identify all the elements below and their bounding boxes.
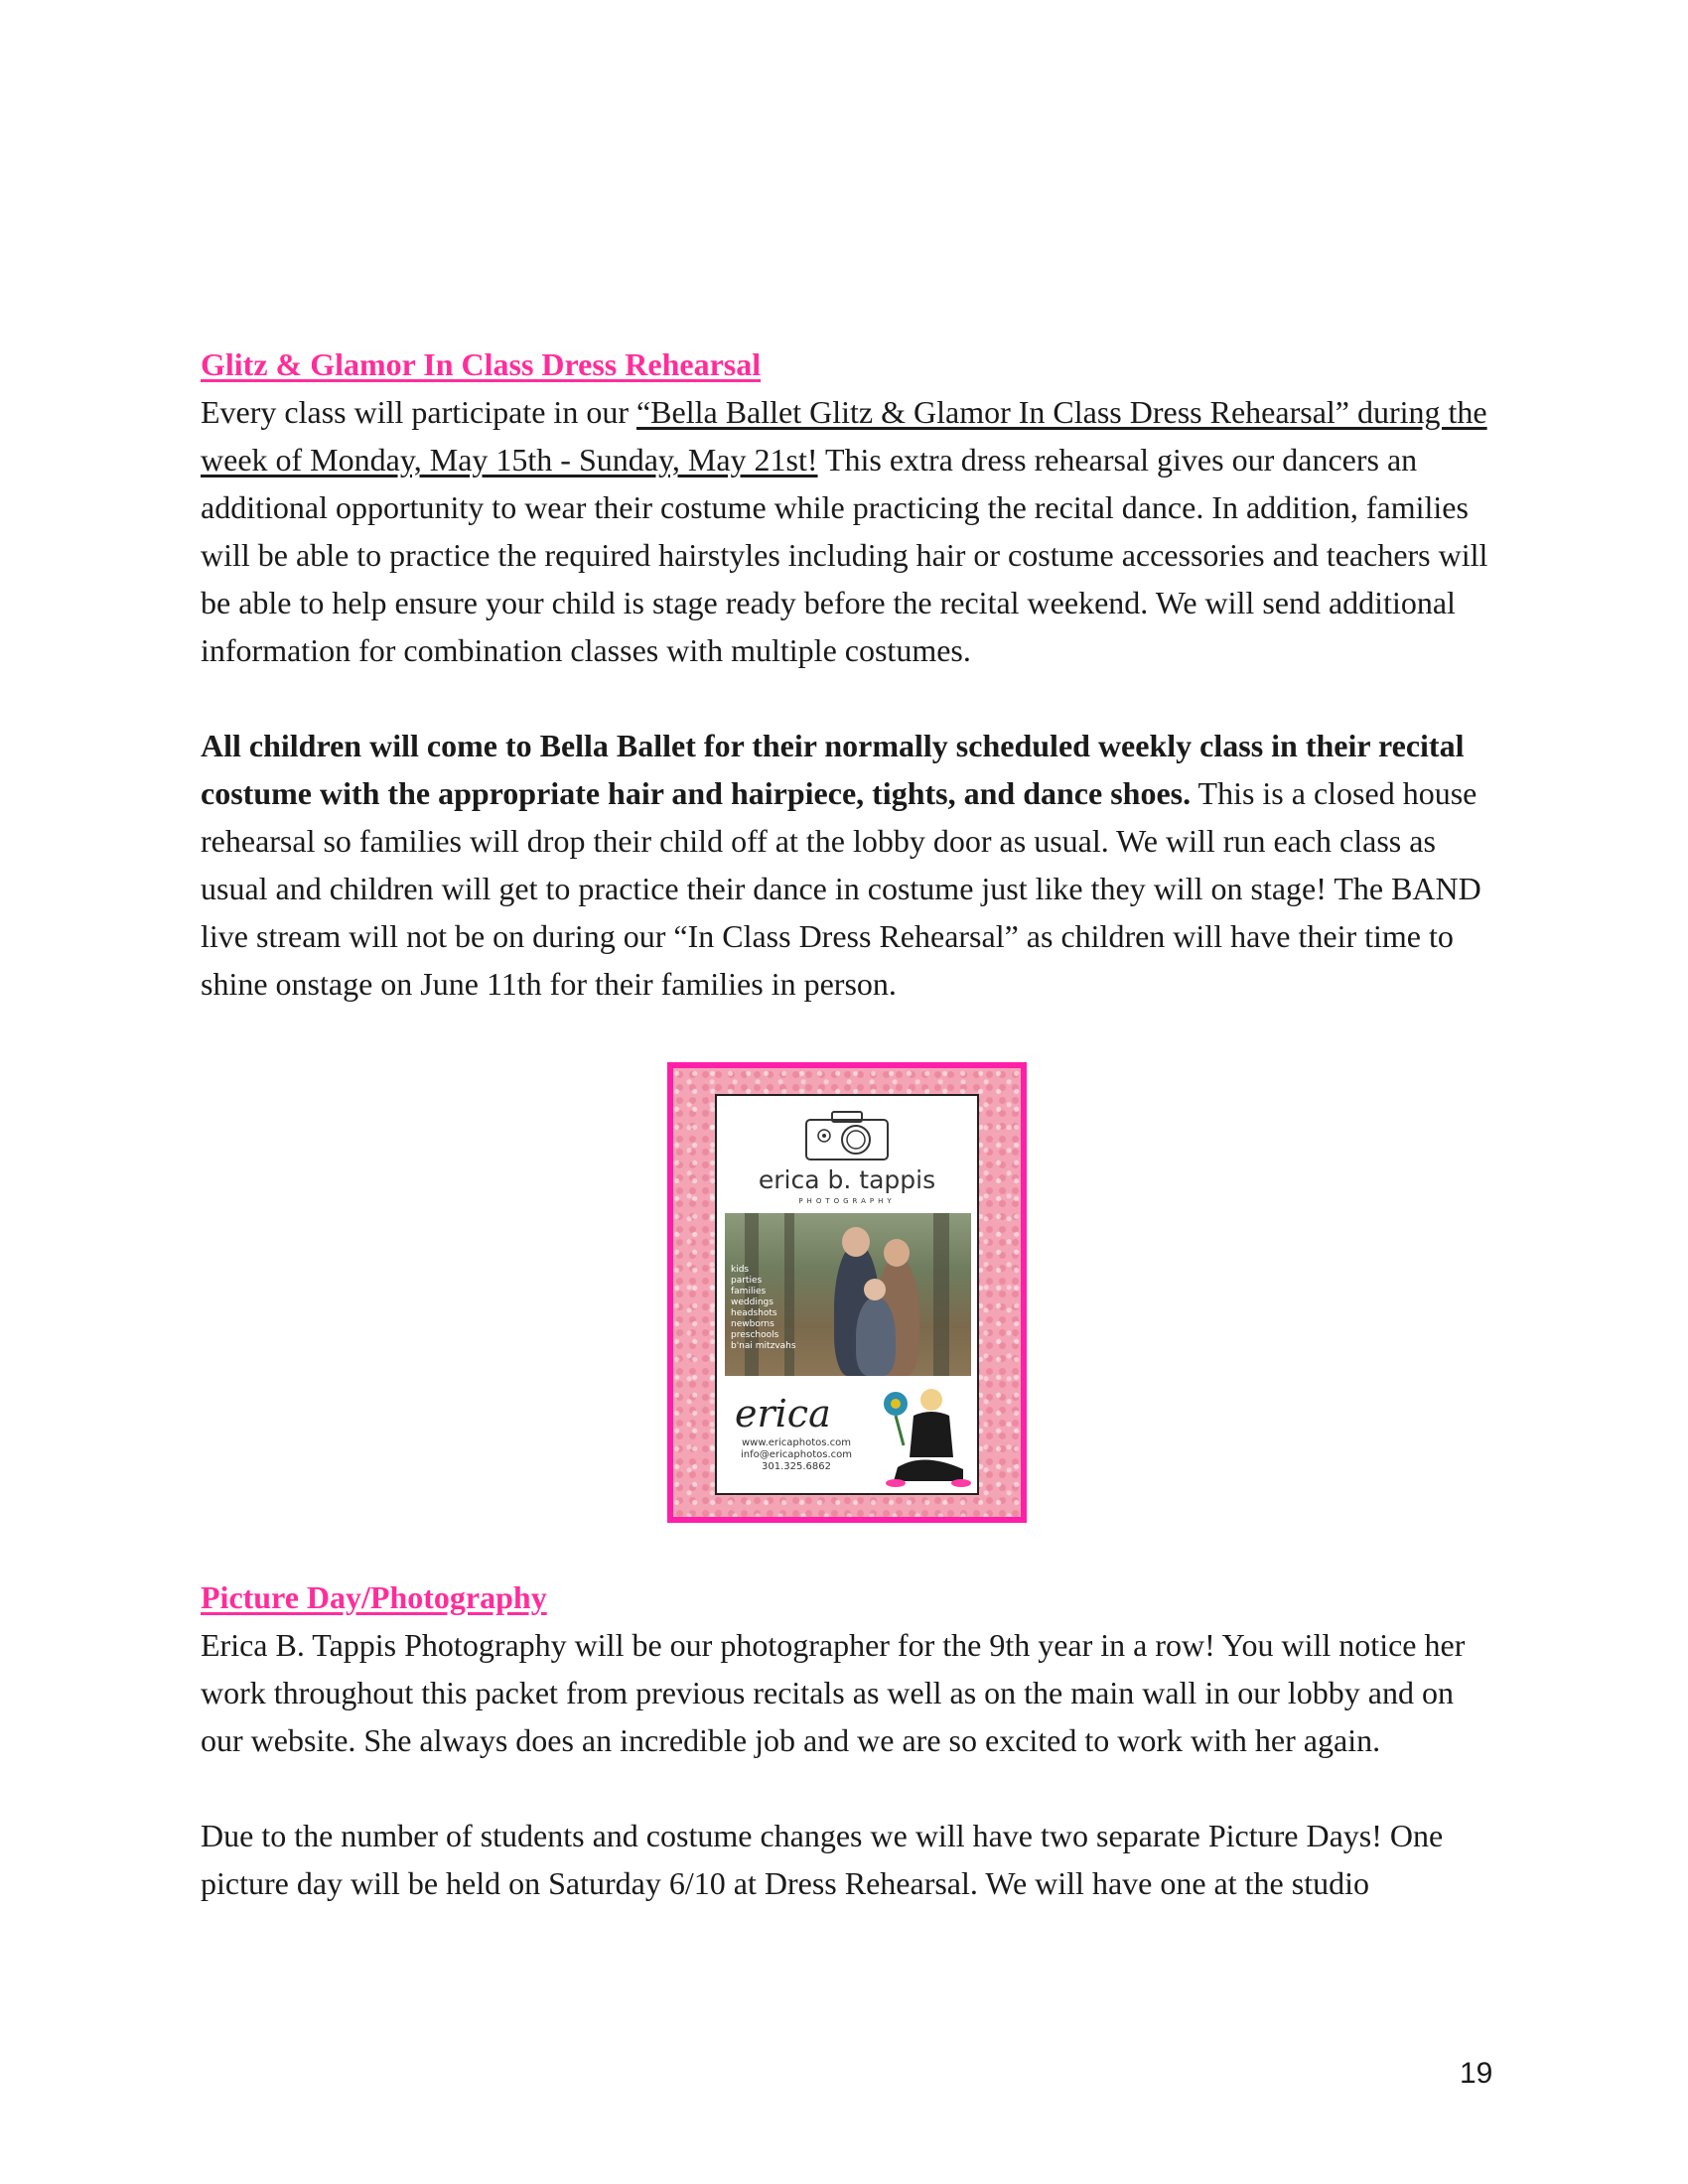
ad-website: www.ericaphotos.com	[741, 1437, 852, 1448]
ad-brand-name: erica b. tappis	[758, 1165, 936, 1194]
ad-service: newborns	[731, 1319, 774, 1329]
ad-service: b'nai mitzvahs	[731, 1341, 796, 1351]
ad-service: preschools	[731, 1330, 779, 1340]
paragraph-rehearsal-details	[201, 722, 1491, 1008]
paragraph-picture-days: Due to the number of students and costume changes we will have two separate Picture Days! One picture day will be held on Saturday 6/10 at Dress Rehearsal. We will have one at the studio	[201, 1818, 1444, 1901]
ad-card	[715, 1094, 979, 1495]
bold-instructions: All children will come to Bella Ballet for their normally scheduled weekly class in their recital costume with the appropriate hair and hairpiece, tights, and dance shoes.	[201, 728, 1465, 811]
ad-services-list	[731, 1265, 796, 1352]
ad-brand-subtitle: PHOTOGRAPHY	[798, 1197, 896, 1205]
rehearsal-dates-underlined: “Bella Ballet Glitz & Glamor In Class Dress Rehearsal” during the week of Monday, May 15th - Sunday, May 21st!	[201, 394, 1487, 478]
ad-email: info@ericaphotos.com	[740, 1449, 852, 1460]
section-heading-picture-day: Picture Day/Photography	[201, 1579, 547, 1615]
ad-service: kids	[731, 1265, 750, 1275]
camera-icon	[802, 1108, 892, 1163]
photographer-advertisement	[667, 1062, 1027, 1523]
paragraph-text: Every class will participate in our	[201, 394, 636, 430]
section-picture-day	[201, 1573, 1491, 1907]
paragraph-text: This is a closed house rehearsal so families will drop their child off at the lobby door as usual. We will run each class as usual and children will get to practice their dance in costume just like they will on stage! The BAND live stream will not be on during our “In Class Dress Rehearsal” as children will have their time to shine onstage on June 11th for their families in person.	[201, 775, 1481, 1002]
paragraph-text: This extra dress rehearsal gives our dancers an additional opportunity to wear their costume while practicing the recital dance. In addition, families will be able to practice the required hairstyles including hair or costume accessories and teachers will be able to help ensure your child is stage ready before the recital weekend. We will send additional information for combination classes with multiple costumes.	[201, 442, 1488, 668]
paragraph-photographer: Erica B. Tappis Photography will be our photographer for the 9th year in a row! You will notice her work throughout this packet from previous recitals as well as on the main wall in our lobby and on our website. She always does an incredible job and we are so excited to work with her again.	[201, 1627, 1466, 1758]
section-heading-dress-rehearsal: Glitz & Glamor In Class Dress Rehearsal	[201, 346, 762, 382]
ad-phone: 301.325.6862	[762, 1461, 831, 1472]
ad-contact-info	[727, 1437, 866, 1473]
ad-service: headshots	[731, 1308, 777, 1318]
ad-service: weddings	[731, 1297, 774, 1307]
ad-service: families	[731, 1287, 767, 1297]
ad-signature: erica	[735, 1392, 831, 1435]
page-number: 19	[1460, 2057, 1493, 2090]
section-dress-rehearsal	[201, 341, 1491, 1008]
family-photo	[725, 1213, 971, 1376]
ad-service: parties	[731, 1276, 763, 1286]
photographer-portrait	[874, 1386, 973, 1491]
paragraph-rehearsal-intro	[201, 388, 1491, 674]
